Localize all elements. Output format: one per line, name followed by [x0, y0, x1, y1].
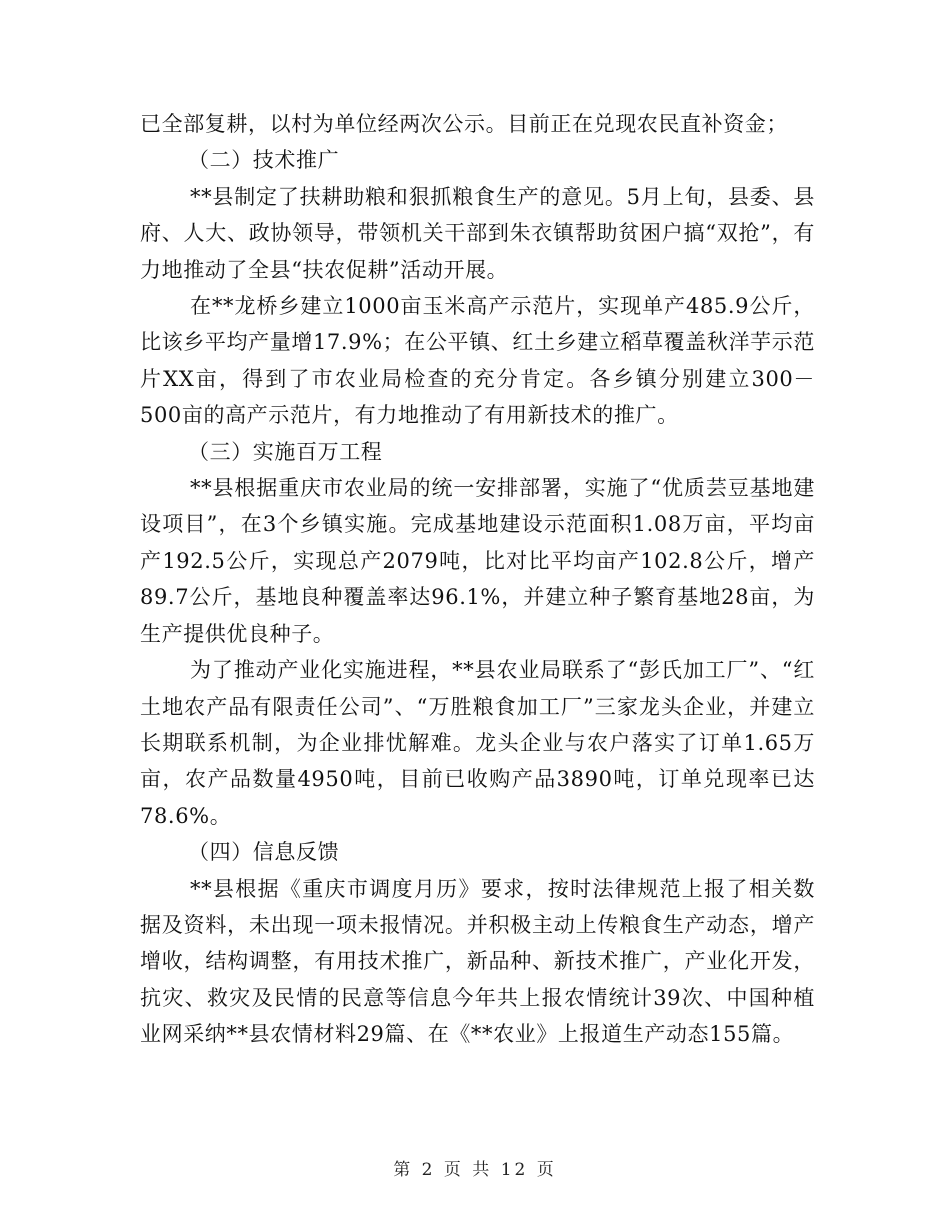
- paragraph-body: 为了推动产业化实施进程，**县农业局联系了“彭氏加工厂”、“红土地农产品有限责任公司”、“万胜粮食加工厂”三家龙头企业，并建立长期联系机制，为企业排忧解难。龙头企业与农户落实了订单1.65万亩，农产品数量4950吨，目前已收购产品3890吨，订单兑现率已达78.6%。: [140, 658, 815, 828]
- paragraph-body: 在**龙桥乡建立1000亩玉米高产示范片，实现单产485.9公斤，比该乡平均产量增17.9%；在公平镇、红土乡建立稻草覆盖秋洋芋示范片XX亩，得到了市农业局检查的充分肯定。各乡镇分别建立300－500亩的高产示范片，有力地推动了有用新技术的推广。: [140, 294, 815, 428]
- section-heading-information-feedback: （四）信息反馈: [188, 840, 340, 865]
- section-heading-million-project: （三）实施百万工程: [188, 439, 383, 464]
- document-body: [140, 106, 815, 1053]
- paragraph-body: **县根据重庆市农业局的统一安排部署，实施了“优质芸豆基地建设项目”，在3个乡镇实施。完成基地建设示范面积1.08万亩，平均亩产192.5公斤，实现总产2079吨，比对比平均亩产102.8公斤，增产89.7公斤，基地良种覆盖率达96.1%，并建立种子繁育基地28亩，为生产提供优良种子。: [140, 476, 815, 646]
- paragraph-body: **县根据《重庆市调度月历》要求，按时法律规范上报了相关数据及资料，未出现一项未报情况。并积极主动上传粮食生产动态，增产增收，结构调整，有用技术推广，新品种、新技术推广，产业化开发，抗灾、救灾及民情的民意等信息今年共上报农情统计39次、中国种植业网采纳**县农情材料29篇、在《**农业》上报道生产动态155篇。: [140, 876, 815, 1047]
- page-number-footer: 第 2 页 共 12 页: [393, 1160, 557, 1180]
- paragraph-body: **县制定了扶耕助粮和狠抓粮食生产的意见。5月上旬，县委、县府、人大、政协领导，带领机关干部到朱衣镇帮助贫困户搞“双抢”，有力地推动了全县“扶农促耕”活动开展。: [140, 184, 815, 282]
- section-heading-technology-promotion: （二）技术推广: [188, 148, 340, 173]
- paragraph-continuation: 已全部复耕，以村为单位经两次公示。目前正在兑现农民直补资金；: [140, 112, 788, 136]
